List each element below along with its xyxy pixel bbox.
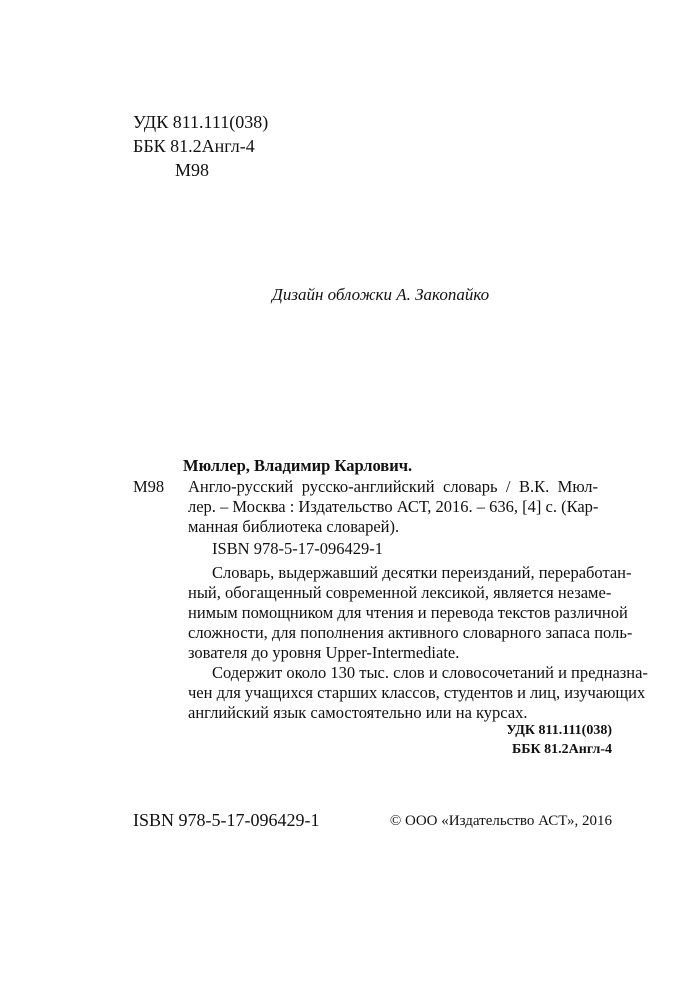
cover-design-credit: Дизайн обложки А. Закопайко: [272, 285, 490, 304]
record-isbn: ISBN 978-5-17-096429-1: [212, 539, 383, 558]
author-name: Мюллер, Владимир Карлович.: [183, 456, 413, 475]
record-bbk: ББК 81.2Англ-4: [511, 742, 612, 757]
description-line: манная библиотека словарей).: [188, 517, 400, 536]
description-line: Англо-русский русско-английский словарь / В.К. Мюл-: [188, 477, 598, 496]
description-line: лер. – Москва : Издательство АСТ, 2016. – 636, [4] с. (Кар-: [188, 497, 599, 516]
footer-isbn: ISBN 978-5-17-096429-1: [133, 810, 320, 830]
annotation-line: нимым помощником для чтения и перевода текстов различной: [188, 603, 628, 622]
annotation-line: сложности, для пополнения активного словарного запаса поль-: [188, 623, 633, 642]
annotation: [188, 563, 633, 663]
contents-note: [188, 663, 648, 723]
annotation-line: ный, обогащенный современной лексикой, является незаме-: [188, 583, 612, 602]
udk-code: УДК 811.111(038): [133, 112, 269, 132]
author-mark: М98: [175, 160, 210, 180]
contents-line: английский язык самостоятельно или на курсах.: [188, 703, 528, 722]
contents-line: Содержит около 130 тыс. слов и словосочетаний и предназна-: [212, 663, 648, 682]
record-udk: УДК 811.111(038): [506, 723, 612, 738]
bbk-code: ББК 81.2Англ-4: [133, 136, 255, 156]
copyright: © ООО «Издательство АСТ», 2016: [389, 813, 612, 829]
annotation-line: Словарь, выдержавший десятки переизданий, переработан-: [212, 563, 632, 582]
record-author-mark: М98: [133, 477, 165, 496]
annotation-line: зователя до уровня Upper-Intermediate.: [188, 643, 460, 662]
record-description: [188, 477, 598, 537]
contents-line: чен для учащихся старших классов, студентов и лиц, изучающих: [188, 683, 646, 702]
